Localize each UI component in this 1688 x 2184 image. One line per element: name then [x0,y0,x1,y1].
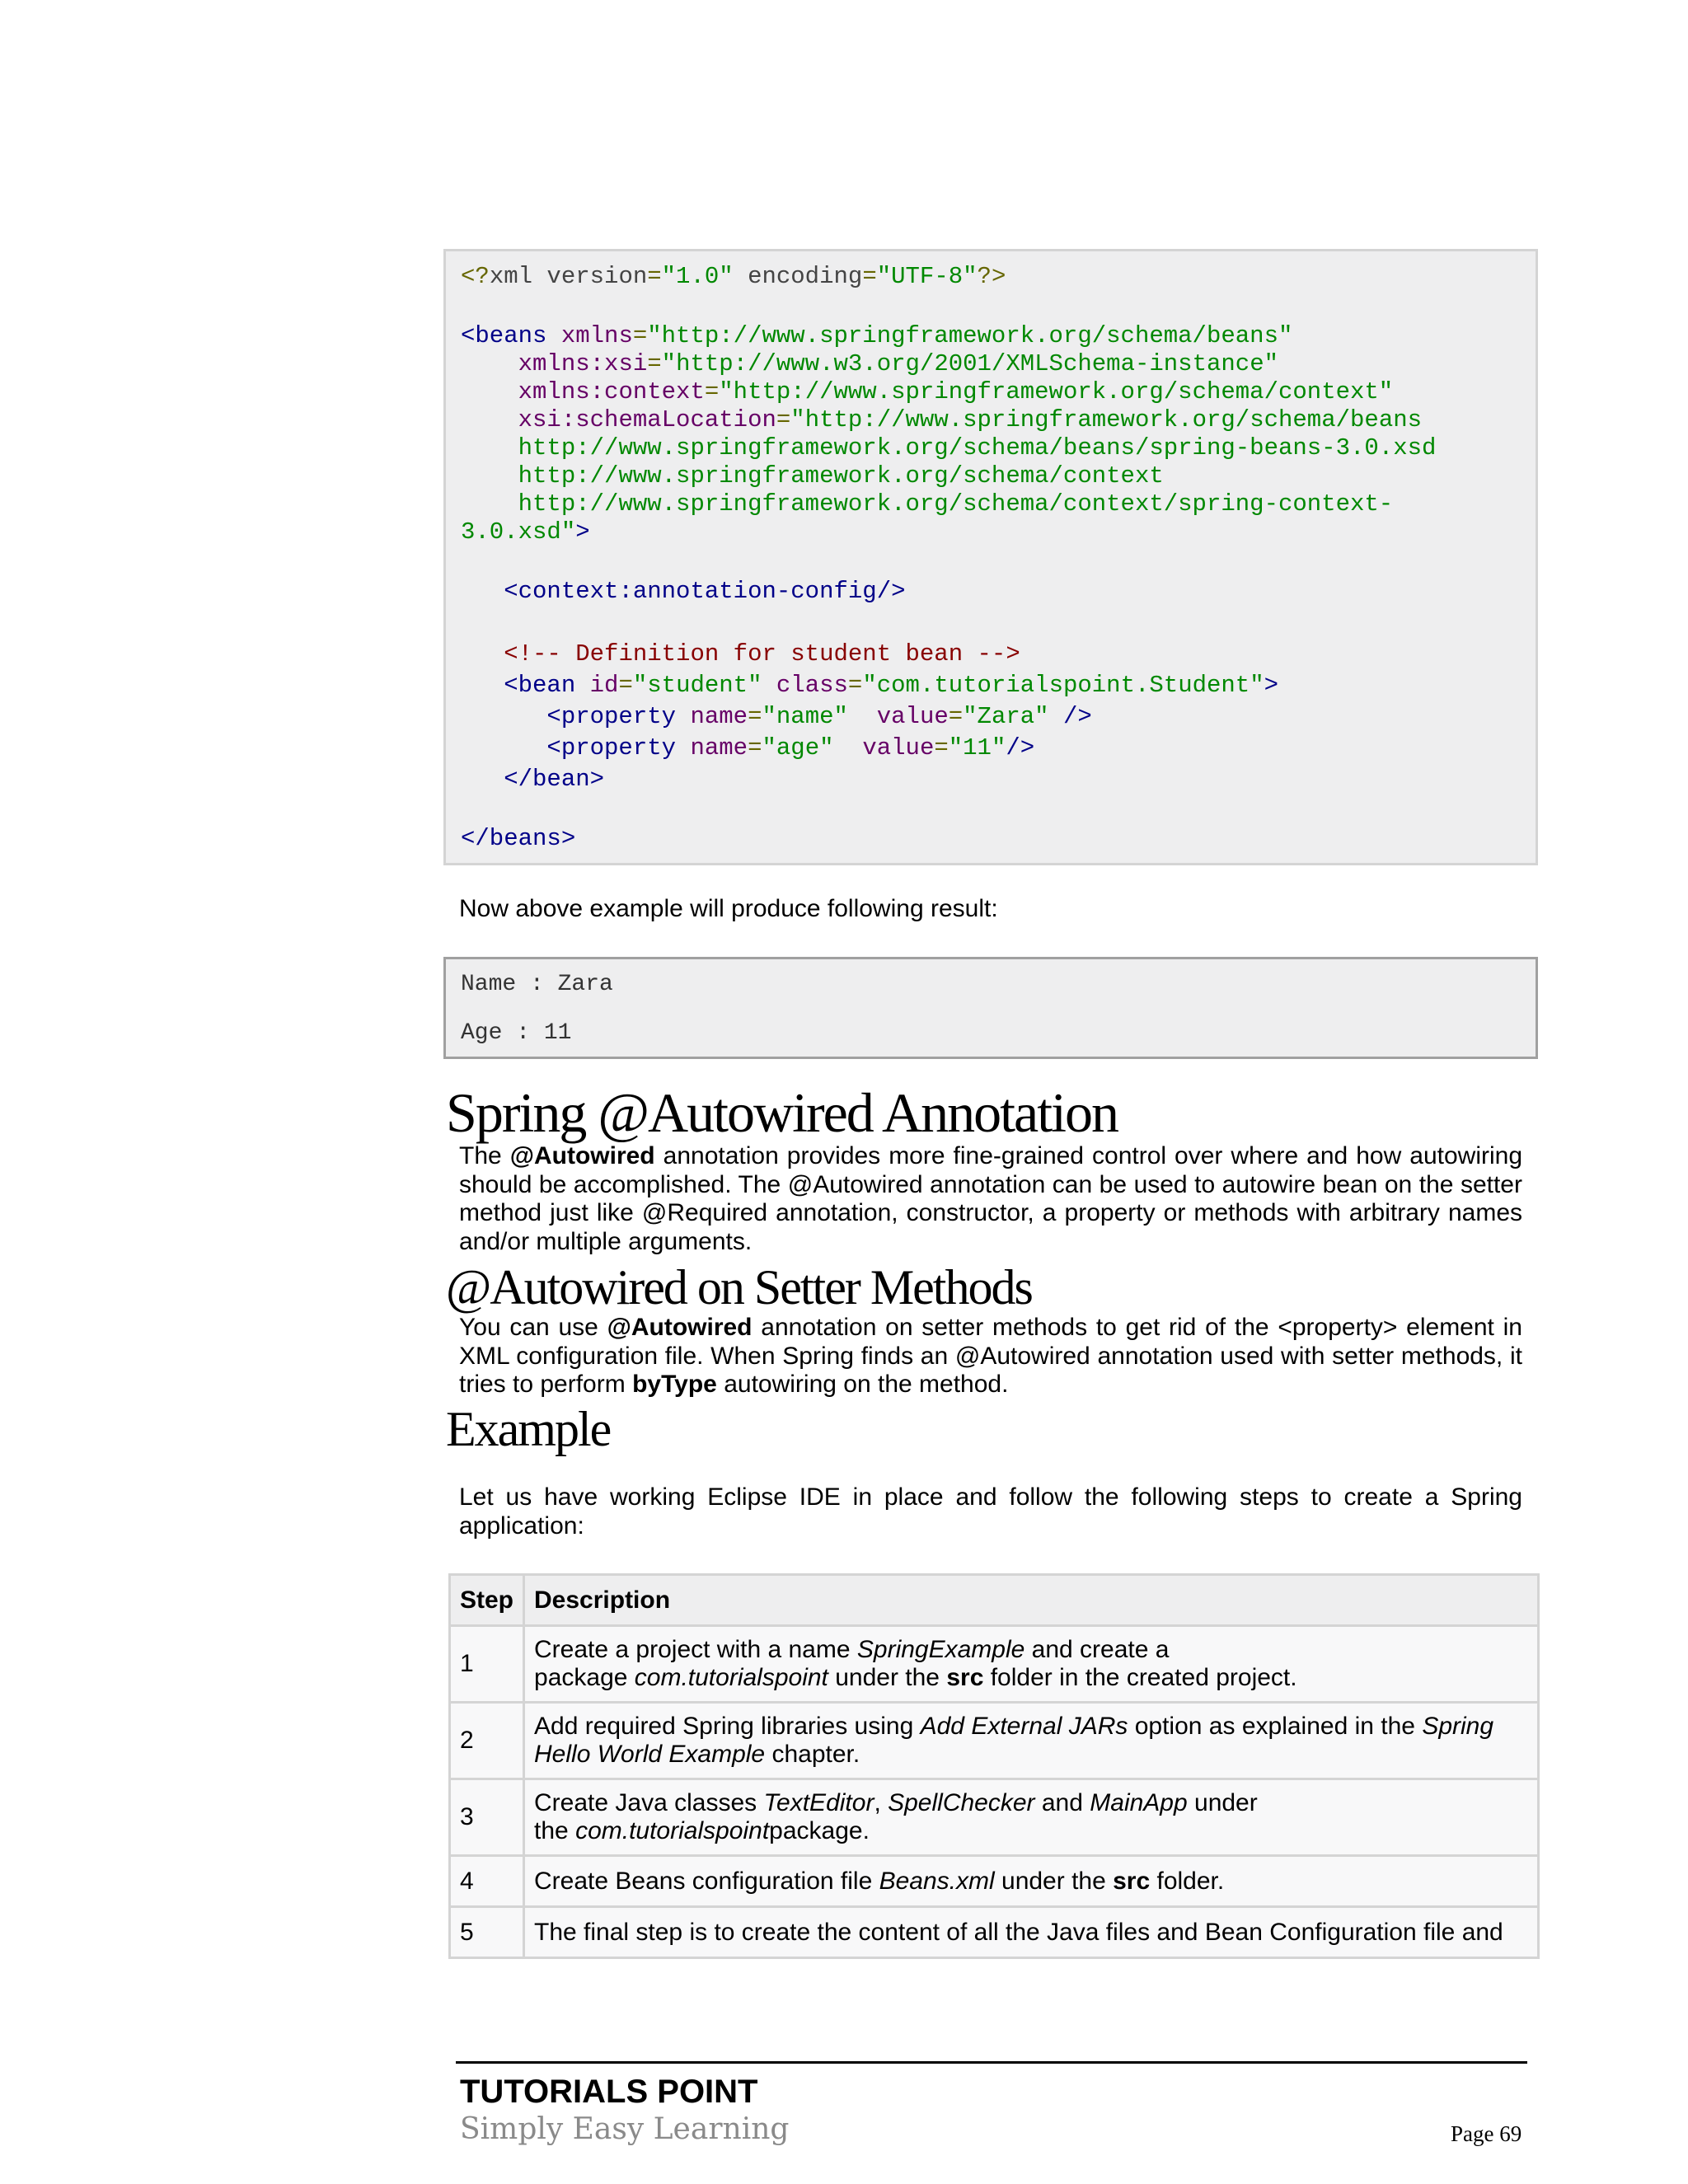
code-line [461,377,1393,407]
code-token [461,378,518,405]
steps-table [448,1573,1540,1959]
code-token: xsi:schemaLocation [518,406,776,434]
column-header-step: Step [450,1575,524,1626]
code-token: class [776,672,848,699]
italic-term: SpellChecker [888,1789,1035,1816]
step-number-cell: 2 [450,1703,524,1779]
code-token: > [1264,672,1279,699]
bold-term: src [946,1664,984,1691]
code-token: <bean [504,672,576,699]
text-span: autowiring on the method. [716,1371,1009,1398]
code-token: = [862,263,877,290]
code-token: = [847,672,863,699]
code-token [461,766,504,793]
text-span: , [874,1789,889,1816]
section-heading-example: Example [446,1402,611,1456]
code-token: = [647,263,662,290]
code-token: xmlns:xsi [518,350,648,377]
text-span: option as explained in the [1128,1713,1423,1740]
code-token [461,703,546,730]
code-line [461,671,1278,701]
code-token: ?> [977,263,1006,290]
code-token [676,703,690,730]
text-span: Create Beans configuration file [534,1867,879,1895]
code-token: = [618,672,633,699]
code-token [461,640,504,668]
italic-term: Spring Hello World Example [534,1713,1494,1768]
section-example-body: Let us have working Eclipse IDE in place and follow the following steps to create a Spring application: [459,1483,1522,1540]
output-line-age: Age : 11 [461,1020,572,1046]
code-token: = [776,406,791,434]
code-line [461,262,1006,292]
text-span: You can use [459,1314,607,1341]
code-token: = [748,703,762,730]
text-span: folder in the created project. [983,1664,1297,1691]
code-line [461,765,604,794]
bold-term: @Autowired [509,1142,655,1169]
code-token: name [690,734,748,762]
code-token: <property [546,734,677,762]
text-span: Create a project with a name [534,1636,857,1663]
table-row [450,1856,1539,1907]
table-row [450,1907,1539,1958]
step-number-cell: 1 [450,1626,524,1703]
code-token: "student" [632,672,762,699]
page-number: Page 69 [1451,2121,1522,2146]
italic-term: Add External JARs [920,1713,1128,1740]
code-token [461,406,518,434]
step-description-cell [524,1626,1539,1703]
bold-term: @Autowired [607,1314,753,1341]
code-line [461,702,1092,732]
code-token [848,703,877,730]
code-token: name [690,703,748,730]
code-line [461,405,1422,435]
code-token [834,734,863,762]
code-token: <!-- Definition for student bean --> [504,640,1020,668]
text-span: and [1034,1789,1090,1816]
code-token: = [948,703,964,730]
code-token: xmlns [560,322,633,349]
code-token: "UTF-8" [876,263,978,290]
code-token: value [876,703,949,730]
code-token [575,672,589,699]
code-token: "Zara" [963,703,1049,730]
text-span: the [534,1817,576,1844]
text-span: Add required Spring libraries using [534,1713,921,1740]
table-row [450,1779,1539,1856]
code-token: "age" [762,734,834,762]
bold-term: src [1113,1867,1151,1895]
code-token: = [934,734,949,762]
xml-code-block [443,249,1538,865]
text-span: under [1187,1789,1258,1816]
column-header-description: Description [524,1575,1539,1626]
code-token: "name" [762,703,848,730]
code-token: "11" [948,734,1006,762]
section-heading-autowired-annotation: Spring @Autowired Annotation [446,1081,1118,1144]
code-token: "http://www.springframework.org/schema/beans [790,406,1423,434]
step-description-cell [524,1779,1539,1856]
step-number-cell: 4 [450,1856,524,1907]
code-token: id [589,672,619,699]
italic-term: com.tutorialspoint [575,1817,770,1844]
step-number-cell: 5 [450,1907,524,1958]
text-span: chapter. [765,1741,860,1768]
italic-term: com.tutorialspoint [634,1664,828,1691]
code-token [1049,703,1063,730]
code-token: http://www.springframework.org/schema/context/spring-context- [518,490,1394,518]
code-line [461,518,590,547]
step-description-cell [524,1856,1539,1907]
code-token: "http://www.w3.org/2001/XMLSchema-instance" [661,350,1278,377]
code-token: /> [1006,734,1035,762]
output-line-name: Name : Zara [461,972,613,997]
text-span: annotation on setter methods to get rid of the <property> element in XML configuration file. When Spring finds an @Autowired annotation used with setter methods, it tries to perform [459,1314,1522,1398]
code-token: = [647,350,662,377]
code-line [461,434,1436,463]
code-token [461,350,518,377]
code-token [461,462,518,490]
code-token: "http://www.springframework.org/schema/beans" [647,322,1293,349]
code-token: = [704,378,720,405]
italic-term: Beans.xml [879,1867,995,1895]
code-line [461,640,1020,669]
text-span: annotation provides more fine-grained control over where and how autowiring should be accomplished. The @Autowired annotation can be used to autowire bean on the setter method just like @Required annotation, constructor, a property or methods with arbitrary names and/or multiple arguments. [459,1142,1523,1255]
table-header-row [450,1575,1539,1626]
output-block [443,957,1538,1059]
code-token [546,322,560,349]
code-token [461,490,518,518]
text-span: package. [769,1817,870,1844]
code-token: http://www.springframework.org/schema/beans/spring-beans-3.0.xsd [518,434,1437,462]
table-row [450,1626,1539,1703]
section-setter-methods-body [459,1314,1522,1399]
code-token: /> [1062,703,1092,730]
text-span: The [459,1142,510,1169]
code-token: 3.0.xsd" [461,518,576,546]
code-token [461,672,504,699]
code-token: encoding [733,263,863,290]
italic-term: SpringExample [856,1636,1025,1663]
code-token [676,734,690,762]
text-span: and create a [1025,1636,1170,1663]
code-token: <context:annotation-config/> [504,578,906,605]
section-heading-setter-methods: @Autowired on Setter Methods [446,1260,1032,1315]
code-line [461,577,906,607]
code-token [461,434,518,462]
code-token: xml version [489,263,648,290]
code-line [461,733,1034,763]
text-span: The final step is to create the content of all the Java files and Bean Configuration file and [534,1918,1503,1946]
text-span: under the [828,1664,947,1691]
table-row [450,1703,1539,1779]
code-token: <? [461,263,490,290]
code-line [461,321,1292,351]
italic-term: TextEditor [763,1789,874,1816]
italic-term: MainApp [1090,1789,1188,1816]
code-token [461,734,546,762]
code-line [461,462,1164,491]
footer-tagline: Simply Easy Learning [460,2112,790,2146]
step-description-cell [524,1907,1539,1958]
code-token: "1.0" [661,263,734,290]
step-number-cell: 3 [450,1779,524,1856]
code-token: xmlns:context [518,378,705,405]
code-token: "http://www.springframework.org/schema/context" [719,378,1394,405]
section-autowired-annotation-body [459,1142,1522,1256]
step-description-cell [524,1703,1539,1779]
code-token: </beans> [461,825,576,852]
code-token: > [575,518,590,546]
footer-divider [456,2061,1527,2064]
code-line [461,490,1393,519]
code-token: http://www.springframework.org/schema/context [518,462,1164,490]
code-token: <property [546,703,677,730]
code-line [461,824,575,854]
bold-term: byType [632,1371,717,1398]
code-line [461,349,1278,379]
text-span: Create Java classes [534,1789,764,1816]
result-intro-text: Now above example will produce following result: [459,895,998,922]
code-token: "com.tutorialspoint.Student" [862,672,1264,699]
code-token: = [632,322,648,349]
text-span: package [534,1664,635,1691]
code-token: <beans [461,322,547,349]
code-token: = [748,734,762,762]
code-token: </bean> [504,766,605,793]
code-token [762,672,776,699]
code-token: value [862,734,935,762]
text-span: folder. [1150,1867,1225,1895]
footer-brand: TUTORIALS POINT [460,2074,758,2110]
text-span: under the [994,1867,1114,1895]
code-token [461,578,504,605]
